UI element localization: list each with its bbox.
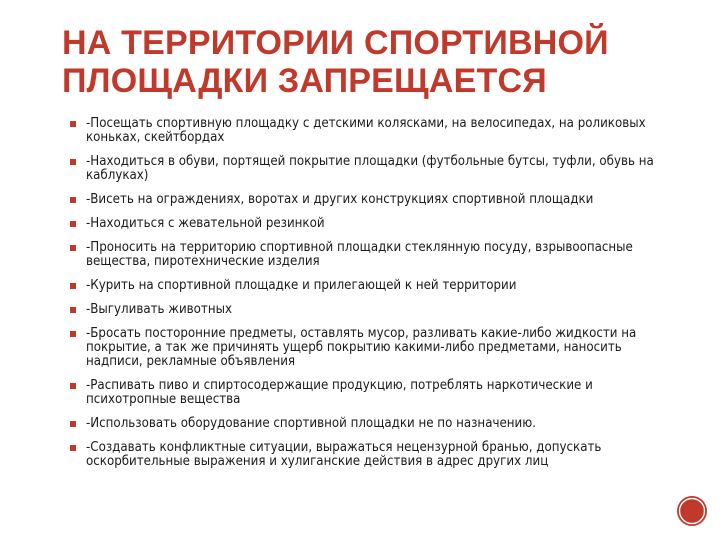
rule-item bbox=[70, 155, 680, 183]
rule-text: -Выгуливать животных bbox=[86, 302, 232, 317]
rule-item bbox=[70, 241, 680, 269]
slide-title bbox=[62, 24, 702, 100]
rule-text: -Использовать оборудование спортивной площадки не по назначению. bbox=[86, 416, 536, 431]
rule-text: -Висеть на ограждениях, воротах и других конструкциях спортивной площадки bbox=[86, 192, 594, 207]
circle-badge-icon bbox=[676, 495, 708, 527]
rule-item bbox=[70, 217, 680, 231]
rule-text: -Находиться с жевательной резинкой bbox=[86, 216, 325, 231]
rule-item bbox=[70, 193, 680, 207]
rule-item bbox=[70, 117, 680, 145]
square-bullet-icon bbox=[70, 283, 76, 289]
rule-item bbox=[70, 303, 680, 317]
rule-item bbox=[70, 279, 680, 293]
rule-item bbox=[70, 379, 680, 407]
rules-list bbox=[70, 117, 680, 479]
slide-title-line-2: ПЛОЩАДКИ ЗАПРЕЩАЕТСЯ bbox=[62, 62, 547, 100]
slide-title-line-1: НА ТЕРРИТОРИИ СПОРТИВНОЙ bbox=[62, 24, 609, 62]
rule-text: -Бросать посторонние предметы, оставлять мусор, разливать какие-либо жидкости на покрытие, а так же причинять ущерб покрытию какими-либо предметами, наносить надписи, рекламные объявления bbox=[86, 326, 637, 369]
square-bullet-icon bbox=[70, 421, 76, 427]
rule-text: -Распивать пиво и спиртосодержащие продукцию, потреблять наркотические и психотропные вещества bbox=[86, 378, 593, 407]
rule-item bbox=[70, 327, 680, 369]
square-bullet-icon bbox=[70, 197, 76, 203]
rule-text: -Создавать конфликтные ситуации, выражаться нецензурной бранью, допускать оскорбительные выражения и хулиганские действия в адрес других лиц bbox=[86, 440, 602, 469]
square-bullet-icon bbox=[70, 445, 76, 451]
rule-item bbox=[70, 441, 680, 469]
square-bullet-icon bbox=[70, 383, 76, 389]
rule-text: -Курить на спортивной площадке и прилегающей к ней территории bbox=[86, 278, 517, 293]
square-bullet-icon bbox=[70, 331, 76, 337]
square-bullet-icon bbox=[70, 221, 76, 227]
rule-text: -Проносить на территорию спортивной площадки стеклянную посуду, взрывоопасные вещества, пиротехнические изделия bbox=[86, 240, 633, 269]
square-bullet-icon bbox=[70, 121, 76, 127]
square-bullet-icon bbox=[70, 307, 76, 313]
square-bullet-icon bbox=[70, 245, 76, 251]
rule-text: -Находиться в обуви, портящей покрытие площадки (футбольные бутсы, туфли, обувь на каблуках) bbox=[86, 154, 654, 183]
rule-text: -Посещать спортивную площадку с детскими колясками, на велосипедах, на роликовых коньках, скейтбордах bbox=[86, 116, 646, 145]
rule-item bbox=[70, 417, 680, 431]
square-bullet-icon bbox=[70, 159, 76, 165]
